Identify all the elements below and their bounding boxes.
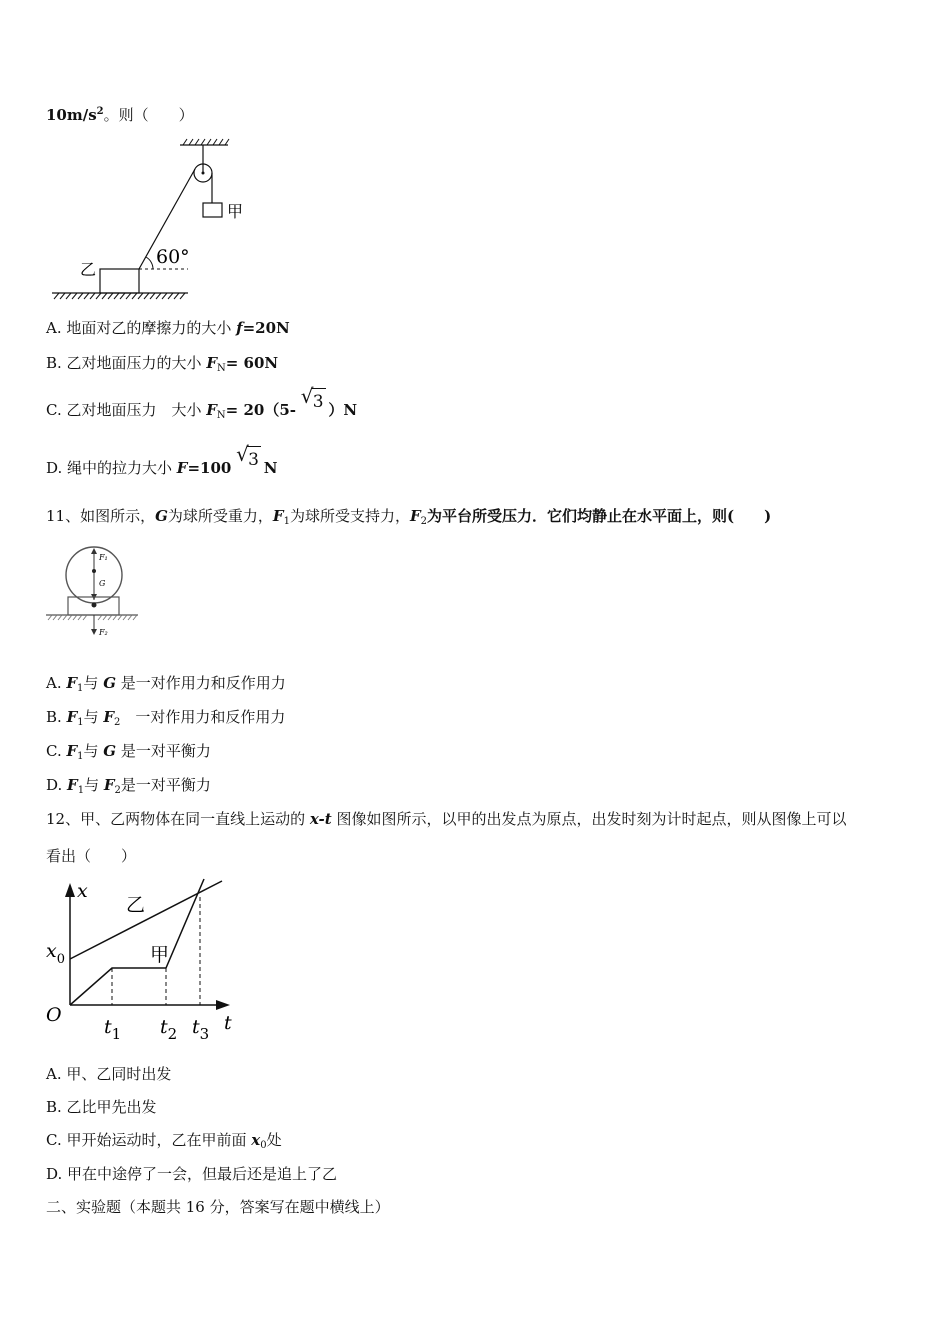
q11-option-c-v2: G	[103, 742, 117, 760]
q11-option-c-mid: 与	[83, 742, 104, 760]
q11-t2: 为球所受支持力，	[289, 507, 410, 525]
q10-label-jia: 甲	[227, 202, 244, 221]
q12-x0-sub: 0	[56, 952, 65, 967]
q12-t2: t	[160, 1016, 168, 1038]
q11-option-d-mid: 与	[84, 776, 104, 794]
q11-option-a[interactable]	[46, 673, 286, 699]
q11-option-a-tail: 是一对作用力和反作用力	[116, 674, 286, 692]
q11-fig-f1: F₁	[99, 553, 108, 562]
q12-origin: O	[46, 1004, 62, 1026]
q10-option-c-var: F	[206, 401, 217, 419]
q10-intro-sup: 2	[96, 106, 104, 117]
q11-option-a-pre: A.	[46, 674, 67, 692]
q10-option-a[interactable]	[46, 318, 290, 338]
q12-var: x-t	[309, 810, 332, 828]
q12-axis-t: t	[224, 1012, 232, 1034]
q10-label-yi: 乙	[80, 260, 97, 279]
q11-option-b-tail: 一对作用力和反作用力	[120, 708, 286, 726]
q10-option-d-root: 3	[248, 450, 259, 470]
q11-option-a-v1: F	[66, 674, 78, 692]
q11-option-a-mid: 与	[83, 674, 104, 692]
q10-option-c[interactable]	[46, 384, 358, 426]
q11-t1: 为球所受重力，	[167, 507, 273, 525]
q12-xt-graph	[44, 875, 244, 1045]
q11-ball-figure	[46, 538, 146, 648]
q11-f2: F	[409, 507, 421, 525]
section2-title-text: 二、实验题（本题共 16 分，答案写在题中横线上）	[46, 1198, 390, 1216]
q12-t1: t	[104, 1016, 112, 1038]
q10-option-c-text: C. 乙对地面压力 大小	[46, 401, 207, 419]
q10-option-b-value: = 60N	[225, 354, 279, 372]
q12-option-c[interactable]	[46, 1130, 282, 1156]
q12-t3-sub: 3	[199, 1025, 210, 1043]
q12-t3: t	[192, 1016, 200, 1038]
q12-t2-sub: 2	[167, 1025, 178, 1043]
q11-option-b-pre: B.	[46, 708, 67, 726]
q11-option-d-s2: 2	[114, 785, 121, 796]
q12-option-d-text: D. 甲在中途停了一会，但最后还是追上了乙	[46, 1165, 338, 1183]
q10-option-d-text: D. 绳中的拉力大小	[46, 459, 177, 477]
q11-option-a-v2: G	[103, 674, 116, 692]
q11-f1-sub: 1	[283, 516, 290, 527]
q12-x0-label	[46, 940, 65, 967]
q10-option-c-sub: N	[216, 410, 226, 421]
q12-t3-label	[192, 1016, 209, 1043]
q12-stem-line2	[46, 846, 136, 866]
q11-option-b-v2: F	[103, 708, 115, 726]
q10-option-b-text: B. 乙对地面压力的大小	[46, 354, 207, 372]
q10-option-b-var: F	[206, 354, 217, 372]
q12-option-a-text: A. 甲、乙同时出发	[46, 1065, 172, 1083]
q11-option-c-s1: 1	[77, 751, 84, 762]
q12-t1-label	[104, 1016, 121, 1043]
q11-option-b-s2: 2	[114, 717, 121, 728]
q11-option-d-v2: F	[103, 776, 115, 794]
q10-option-c-sqrt: √ 3	[300, 384, 324, 412]
q10-option-c-tail: ）N	[328, 401, 358, 419]
q10-pulley-figure	[46, 135, 276, 305]
q11-option-d-tail: 是一对平衡力	[120, 776, 211, 794]
q11-option-a-s1: 1	[77, 683, 84, 694]
q11-fig-g: G	[99, 579, 106, 588]
q11-f1: F	[272, 507, 284, 525]
q12-x0: x	[46, 940, 57, 962]
q10-option-a-value: =20N	[242, 319, 290, 337]
q11-option-c-v1: F	[66, 742, 78, 760]
q11-option-b-v1: F	[66, 708, 78, 726]
q12-option-d[interactable]	[46, 1164, 337, 1184]
q11-g: G	[155, 507, 168, 525]
q12-option-c-sub: 0	[260, 1140, 267, 1151]
q11-option-b[interactable]	[46, 707, 285, 733]
q12-t1: 12、甲、乙两物体在同一直线上运动的	[46, 810, 310, 828]
q11-t3: 为平台所受压力．它们均静止在水平面上，则( )	[427, 507, 772, 525]
q11-stem	[46, 506, 771, 532]
q12-option-c-var: x	[251, 1131, 261, 1149]
q12-t1-sub: 1	[111, 1025, 122, 1043]
q12-label-jia: 甲	[150, 944, 170, 966]
q11-option-d-pre: D.	[46, 776, 68, 794]
q10-intro	[46, 102, 194, 125]
q10-option-d-var: F	[176, 459, 188, 477]
q12-axis-x: x	[77, 880, 88, 902]
q11-option-b-mid: 与	[83, 708, 104, 726]
q10-option-d[interactable]	[46, 442, 278, 478]
q11-option-c[interactable]	[46, 741, 211, 767]
q11-option-d-s1: 1	[77, 785, 85, 796]
q12-option-b[interactable]	[46, 1097, 157, 1117]
q10-option-d-tail: N	[263, 459, 278, 477]
q12-option-c-text: C. 甲开始运动时，乙在甲前面	[46, 1131, 252, 1149]
q10-option-b[interactable]	[46, 353, 278, 379]
q10-intro-tail: 。则（ ）	[103, 106, 194, 124]
q12-option-b-text: B. 乙比甲先出发	[46, 1098, 157, 1116]
q10-option-a-text: A. 地面对乙的摩擦力的大小	[46, 319, 237, 337]
q10-option-a-var: f	[236, 319, 243, 337]
q12-t2: 图像如图所示，以甲的出发点为原点，出发时刻为计时起点，则从图像上可以	[331, 810, 847, 828]
q11-option-b-s1: 1	[77, 717, 84, 728]
q10-option-b-sub: N	[216, 363, 226, 374]
q10-intro-value: 10m/s	[46, 106, 97, 124]
q11-option-c-pre: C.	[46, 742, 67, 760]
q11-number: 11、如图所示，	[46, 507, 156, 525]
q12-label-yi: 乙	[126, 894, 146, 916]
q11-option-d-v1: F	[67, 776, 78, 794]
q11-option-c-tail: 是一对平衡力	[116, 742, 211, 760]
q12-line2: 看出（ ）	[46, 847, 137, 865]
q12-stem-line1	[46, 809, 846, 829]
q10-angle-label: 60°	[156, 246, 190, 268]
q12-t2-label	[160, 1016, 177, 1043]
q12-option-c-tail: 处	[266, 1131, 282, 1149]
q11-fig-f2: F₂	[99, 628, 108, 637]
q12-option-a[interactable]	[46, 1064, 171, 1084]
q10-option-c-root: 3	[312, 392, 324, 412]
section2-title	[46, 1197, 390, 1217]
q11-option-d[interactable]	[46, 775, 211, 801]
q10-option-c-value: = 20（5-	[225, 401, 296, 419]
q10-option-d-value: =100	[187, 459, 232, 477]
q11-f2-sub: 2	[420, 516, 427, 527]
q10-option-d-sqrt: √ 3	[236, 442, 259, 470]
